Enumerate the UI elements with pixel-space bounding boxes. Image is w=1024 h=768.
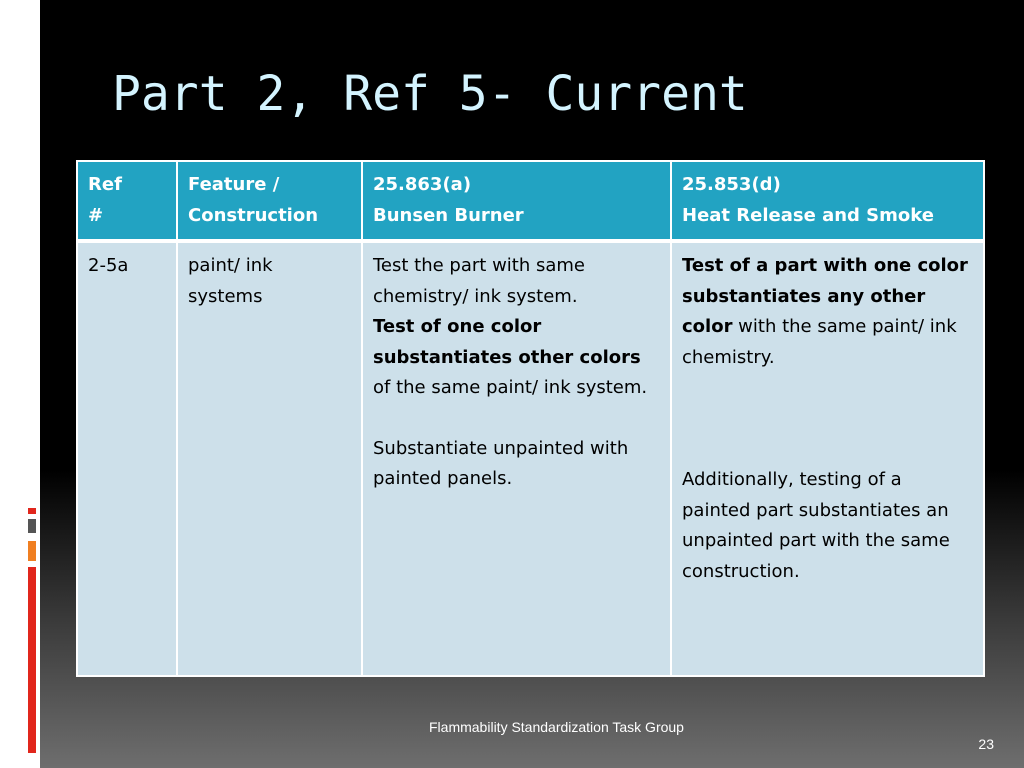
cell-bunsen-burner — [362, 241, 671, 676]
header-bunsen-burner — [362, 161, 671, 241]
footer-text: Flammability Standardization Task Group — [429, 719, 684, 735]
header-col4-line1: 25.853(d) — [682, 174, 781, 195]
header-col4-line2: Heat Release and Smoke — [682, 204, 934, 226]
col4-text1: with the same paint/ ink chemistry. — [682, 316, 957, 368]
header-feature-line1: Feature / — [188, 174, 280, 195]
header-col3-line1: 25.863(a) — [373, 174, 472, 195]
col3-text2: of the same paint/ ink system. — [373, 377, 648, 398]
left-decorative-strip — [0, 0, 40, 768]
header-heat-release — [671, 161, 984, 241]
header-ref-line1: Ref — [88, 174, 122, 195]
header-feature — [177, 161, 362, 241]
accent-bar-red-top — [28, 508, 36, 514]
header-ref — [77, 161, 177, 241]
header-feature-line2: Construction — [188, 204, 319, 226]
accent-bar-orange — [28, 541, 36, 561]
cell-feature: paint/ ink systems — [177, 241, 362, 676]
accent-bar-red-long — [28, 567, 36, 753]
col4-bold: Test of a part with one color substantiates any other color — [682, 255, 968, 337]
cell-ref: 2-5a — [77, 241, 177, 676]
col3-text3: Substantiate unpainted with painted panels. — [373, 437, 629, 489]
col4-text2: Additionally, testing of a painted part substantiates an unpainted part with the same construction. — [682, 469, 950, 582]
header-ref-line2: # — [88, 204, 104, 226]
table-header-row — [77, 161, 984, 241]
col3-text1: Test the part with same chemistry/ ink system. — [373, 255, 585, 307]
accent-bar-gray — [28, 519, 36, 533]
cell-heat-release — [671, 241, 984, 676]
slide-title: Part 2, Ref 5- Current — [112, 66, 748, 122]
comparison-table — [76, 160, 985, 677]
page-number: 23 — [978, 736, 994, 752]
col3-bold: Test of one color substantiates other colors — [373, 316, 641, 368]
header-col3-line2: Bunsen Burner — [373, 204, 524, 226]
table-row — [77, 241, 984, 676]
